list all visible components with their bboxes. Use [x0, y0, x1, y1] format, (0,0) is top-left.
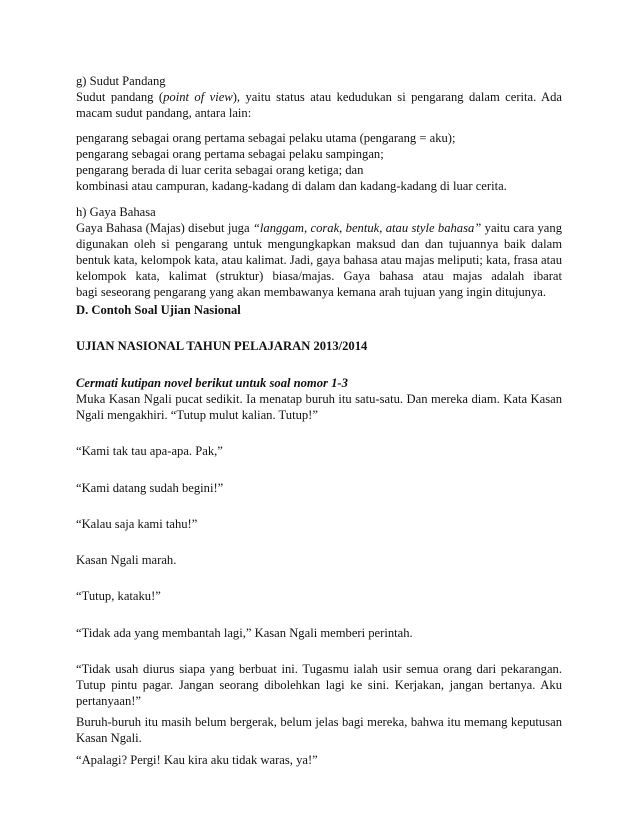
text-run: yaitu cara yang [481, 221, 562, 235]
gaya-bahasa-line: kelompok kata, kalimat (struktur) biasa/majas. Gaya bahasa atau majas adalah ibarat [76, 269, 562, 283]
list-item: pengarang sebagai orang pertama sebagai pelaku sampingan; [76, 147, 384, 161]
excerpt-line: pertanyaan!” [76, 694, 142, 708]
sudut-pandang-section [76, 73, 562, 121]
gaya-bahasa-section [76, 204, 562, 300]
excerpt-line: Kasan Ngali. [76, 731, 142, 745]
text-run: ), yaitu status atau kedudukan si pengarang dalam cerita. Ada [232, 90, 562, 104]
sudut-pandang-line-2: macam sudut pandang, antara lain: [76, 106, 252, 120]
gaya-bahasa-line: digunakan oleh si pengarang untuk mengungkapkan maksud dan dan tujuannya baik dalam [76, 237, 562, 251]
excerpt-paragraph-1 [76, 391, 562, 423]
gaya-bahasa-heading: h) Gaya Bahasa [76, 205, 156, 219]
dialog-line: “Tidak ada yang membantah lagi,” Kasan Ngali memberi perintah. [76, 626, 413, 640]
excerpt-line: Muka Kasan Ngali pucat sedikit. Ia menatap buruh itu satu-satu. Dan mereka diam. Kata Kasan [76, 392, 562, 406]
list-item: kombinasi atau campuran, kadang-kadang di dalam dan kadang-kadang di luar cerita. [76, 179, 507, 193]
dialog-line: “Tutup, kataku!” [76, 589, 161, 603]
excerpt-paragraph-3 [76, 714, 562, 746]
text-run-italic: “langgam, corak, bentuk, atau style bahasa” [252, 221, 482, 235]
dialog-line: “Kami tak tau apa-apa. Pak,” [76, 444, 223, 458]
excerpt-paragraph-2 [76, 661, 562, 709]
text-run: Gaya Bahasa (Majas) disebut juga [76, 221, 253, 235]
list-item: pengarang sebagai orang pertama sebagai pelaku utama (pengarang = aku); [76, 131, 456, 145]
sudut-pandang-line-1 [76, 89, 562, 105]
text-run-italic: point of view [163, 90, 233, 104]
excerpt-line: Buruh-buruh itu masih belum bergerak, belum jelas bagi mereka, bahwa itu memang keputusan [76, 715, 562, 729]
sudut-pandang-heading: g) Sudut Pandang [76, 74, 166, 88]
instruction: Cermati kutipan novel berikut untuk soal nomor 1-3 [76, 376, 348, 390]
text-run: Sudut pandang ( [76, 90, 164, 104]
section-d-heading: D. Contoh Soal Ujian Nasional [76, 303, 241, 317]
exam-title: UJIAN NASIONAL TAHUN PELAJARAN 2013/2014 [76, 339, 368, 353]
excerpt-line: Ngali mengakhiri. “Tutup mulut kalian. Tutup!” [76, 408, 318, 422]
dialog-line: “Kalau saja kami tahu!” [76, 517, 198, 531]
list-item: pengarang berada di luar cerita sebagai orang ketiga; dan [76, 163, 364, 177]
gaya-bahasa-line: bentuk kata, kelompok kata, atau kalimat. Jadi, gaya bahasa atau majas meliputi; kata, frasa atau [76, 253, 562, 267]
sudut-pandang-list [76, 130, 562, 194]
excerpt-line: “Tidak usah diurus siapa yang berbuat ini. Tugasmu ialah usir semua orang dari pekarangan. [76, 662, 562, 676]
dialog-line: “Kami datang sudah begini!” [76, 481, 224, 495]
dialog-line: Kasan Ngali marah. [76, 553, 177, 567]
gaya-bahasa-line: bagi seseorang pengarang yang akan membawanya kemana arah tujuan yang ingin ditujunya. [76, 285, 547, 299]
gaya-bahasa-line-1 [76, 220, 562, 236]
excerpt-line: Tutup pintu pagar. Jangan seorang dibolehkan lagi ke sini. Kerjakan, jangan bertanya. Aku [76, 678, 562, 692]
excerpt-last-line: “Apalagi? Pergi! Kau kira aku tidak waras, ya!” [76, 753, 318, 767]
